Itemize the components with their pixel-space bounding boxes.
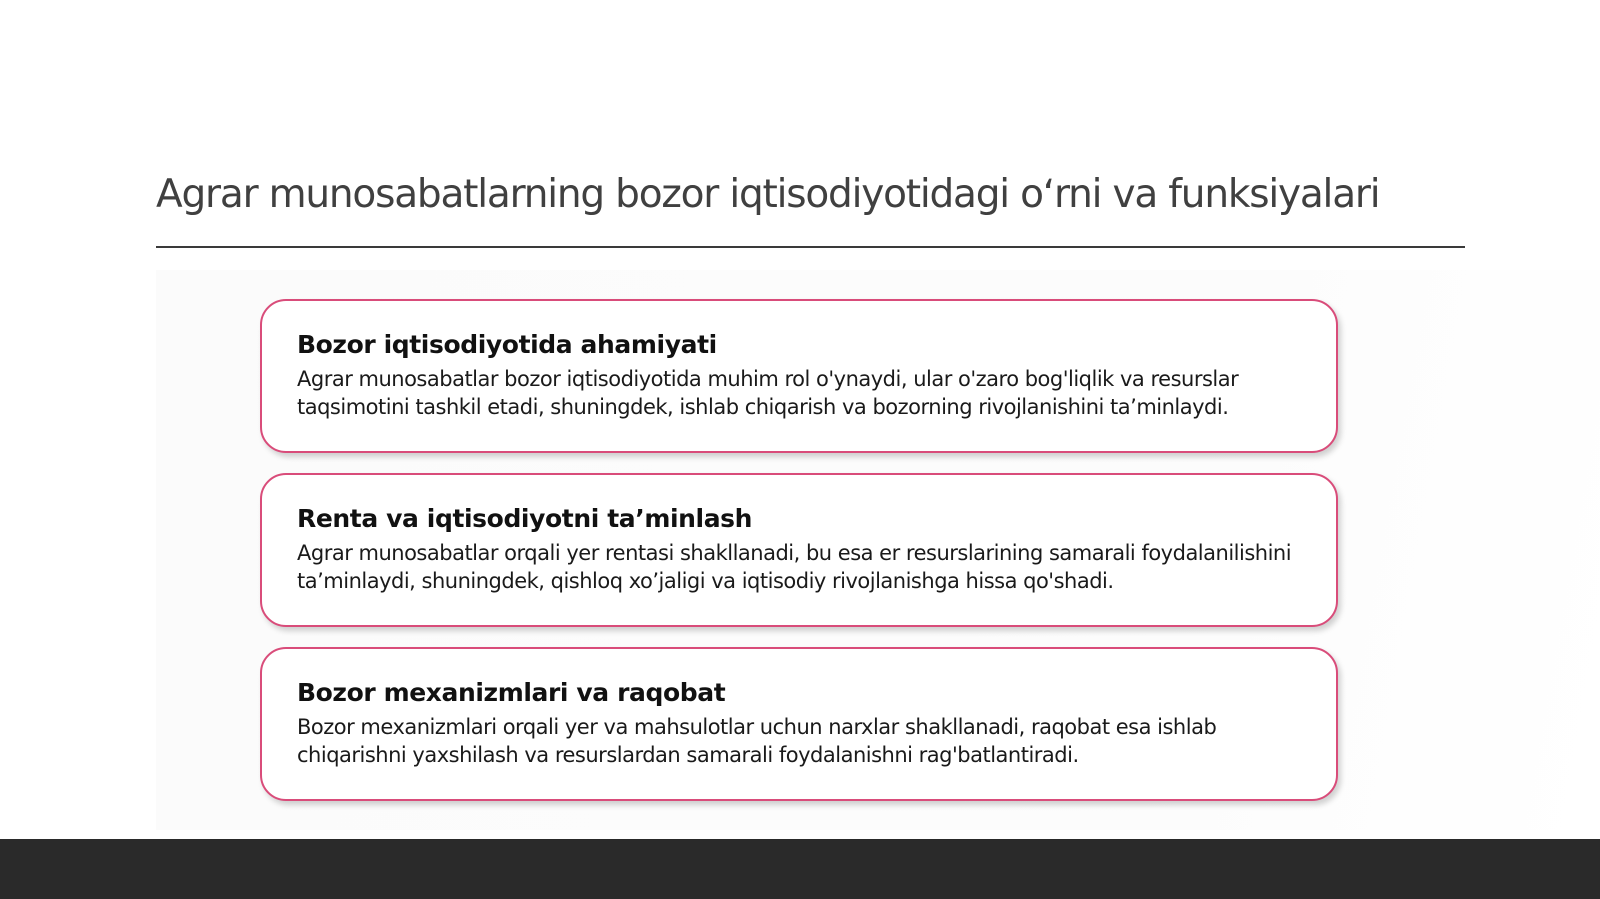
card-heading: Renta va iqtisodiyotni ta’minlash — [297, 504, 753, 533]
card-body: Bozor mexanizmlari orqali yer va mahsulotlar uchun narxlar shakllanadi, raqobat esa ishlab chiqarishni yaxshilash va resurslardan samarali foydalanishni rag'batlantiradi. — [297, 715, 1217, 767]
bottom-bar — [0, 839, 1600, 899]
card-body: Agrar munosabatlar bozor iqtisodiyotida muhim rol o'ynaydi, ular o'zaro bog'liqlik va resurslar taqsimotini tashkil etadi, shuningdek, ishlab chiqarish va bozorning rivojlanishini ta’minlaydi. — [297, 367, 1239, 419]
card-heading: Bozor mexanizmlari va raqobat — [297, 678, 726, 707]
card-rent-economy — [260, 473, 1338, 627]
card-market-mechanisms — [260, 647, 1338, 801]
title-divider — [156, 246, 1465, 248]
slide-title: Agrar munosabatlarning bozor iqtisodiyotidagi o‘rni va funksiyalari — [156, 172, 1380, 217]
card-body: Agrar munosabatlar orqali yer rentasi shakllanadi, bu esa er resurslarining samarali foydalanilishini ta’minlaydi, shuningdek, qishloq xo’jaligi va iqtisodiy rivojlanishga hissa qo'shadi. — [297, 541, 1292, 593]
card-market-importance — [260, 299, 1338, 453]
card-heading: Bozor iqtisodiyotida ahamiyati — [297, 330, 717, 359]
